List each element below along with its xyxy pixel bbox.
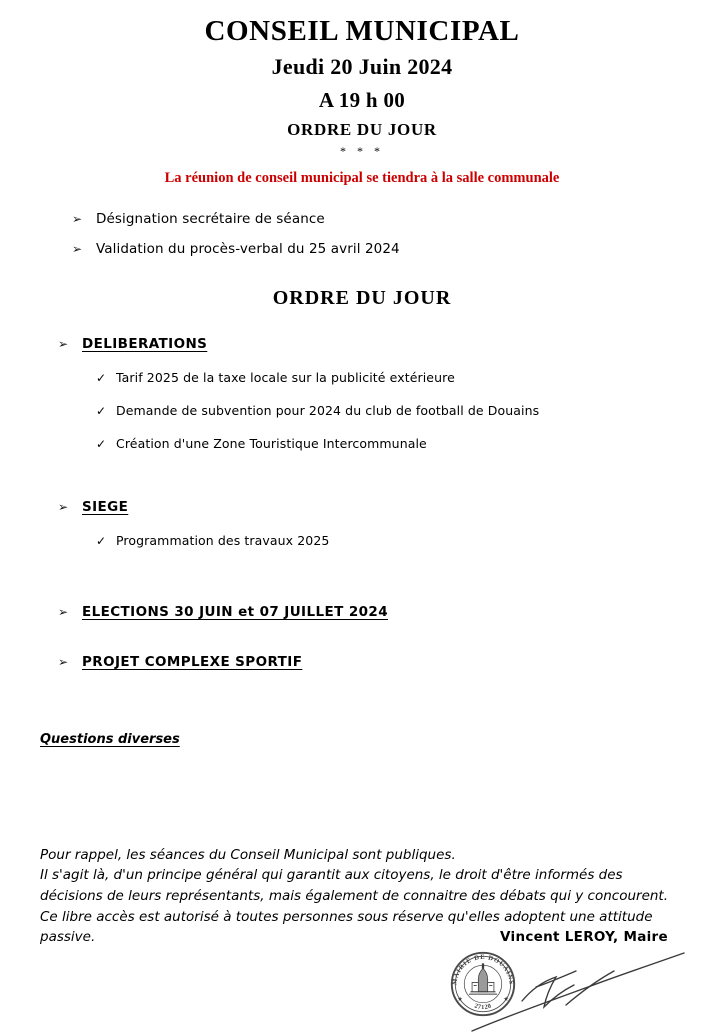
list-item <box>0 211 724 227</box>
agenda-section-header <box>0 604 724 620</box>
arrow-bullet-icon: ➢ <box>72 241 83 256</box>
list-item-label: Demande de subvention pour 2024 du club de football de Douains <box>116 402 540 418</box>
list-item <box>0 370 724 385</box>
separator-asterisks: * * * <box>340 144 384 159</box>
svg-text:27120: 27120 <box>473 1002 493 1011</box>
footer-note-line-2: Il s'agit là, d'un principe général qui garantit aux citoyens, le droit d'être informés des décisions de leurs représentants, mais également de connaitre des débats qui y concourent. <box>40 867 669 904</box>
svg-text:★: ★ <box>457 996 463 1004</box>
list-item <box>0 533 724 548</box>
questions-diverses-heading <box>0 732 724 747</box>
agenda-subitem-list <box>0 370 724 451</box>
section-spacer <box>0 451 724 499</box>
signature-area <box>430 925 724 1024</box>
agenda-section-header <box>0 336 724 352</box>
list-item-label: Validation du procès-verbal du 25 avril 2024 <box>96 240 400 257</box>
list-item <box>0 403 724 418</box>
agenda-section-header <box>0 654 724 670</box>
arrow-bullet-icon: ➢ <box>58 336 69 351</box>
footer-note-line-3: Ce libre accès est autorisé à toutes personnes sous réserve qu'elles adoptent une attitude passive. <box>40 908 653 946</box>
agenda-list <box>0 336 724 670</box>
document-header <box>0 0 724 187</box>
agenda-section-title: SIEGE <box>82 498 129 515</box>
agenda-section-deliberations <box>0 336 724 451</box>
venue-notice: La réunion de conseil municipal se tiendra à la salle communale <box>164 169 560 186</box>
agenda-section-elections <box>0 604 724 620</box>
arrow-bullet-icon: ➢ <box>58 499 69 514</box>
agenda-section-siege <box>0 499 724 548</box>
list-item <box>0 241 724 257</box>
meeting-time: A 19 h 00 <box>318 87 406 112</box>
questions-diverses-label: Questions diverses <box>40 731 180 747</box>
agenda-section-header <box>0 499 724 515</box>
list-item-label: Programmation des travaux 2025 <box>116 532 330 548</box>
arrow-bullet-icon: ➢ <box>58 654 69 669</box>
document-subtitle: ORDRE DU JOUR <box>287 119 437 139</box>
list-item-label: Désignation secrétaire de séance <box>96 210 325 227</box>
section-spacer <box>0 548 724 604</box>
section-spacer <box>0 670 724 732</box>
svg-text:MAIRIE DE DOUAINS: MAIRIE DE DOUAINS <box>451 954 515 986</box>
list-item <box>0 436 724 451</box>
agenda-section-projet-complexe-sportif <box>0 654 724 670</box>
check-bullet-icon: ✓ <box>96 533 107 548</box>
check-bullet-icon: ✓ <box>96 403 107 418</box>
agenda-section-title: PROJET COMPLEXE SPORTIF <box>82 653 303 670</box>
check-bullet-icon: ✓ <box>96 370 107 385</box>
signatory-name: Vincent LEROY, Maire <box>500 929 668 945</box>
municipal-stamp-icon <box>444 945 522 1023</box>
list-item-label: Création d'une Zone Touristique Intercommunale <box>116 435 427 451</box>
page-title: CONSEIL MUNICIPAL <box>204 15 520 47</box>
arrow-bullet-icon: ➢ <box>72 211 83 226</box>
svg-text:★: ★ <box>503 996 509 1004</box>
agenda-heading: ORDRE DU JOUR <box>272 286 452 309</box>
check-bullet-icon: ✓ <box>96 436 107 451</box>
footer-note-line-1: Pour rappel, les séances du Conseil Municipal sont publiques. <box>40 846 456 863</box>
list-item-label: Tarif 2025 de la taxe locale sur la publicité extérieure <box>116 369 455 385</box>
agenda-section-title: DELIBERATIONS <box>82 335 208 352</box>
agenda-section-title: ELECTIONS 30 JUIN et 07 JUILLET 2024 <box>82 603 388 620</box>
section-spacer <box>0 747 724 845</box>
agenda-subitem-list <box>0 533 724 548</box>
arrow-bullet-icon: ➢ <box>58 604 69 619</box>
section-spacer <box>0 620 724 654</box>
meeting-date: Jeudi 20 Juin 2024 <box>271 54 453 80</box>
preliminary-list <box>0 211 724 257</box>
